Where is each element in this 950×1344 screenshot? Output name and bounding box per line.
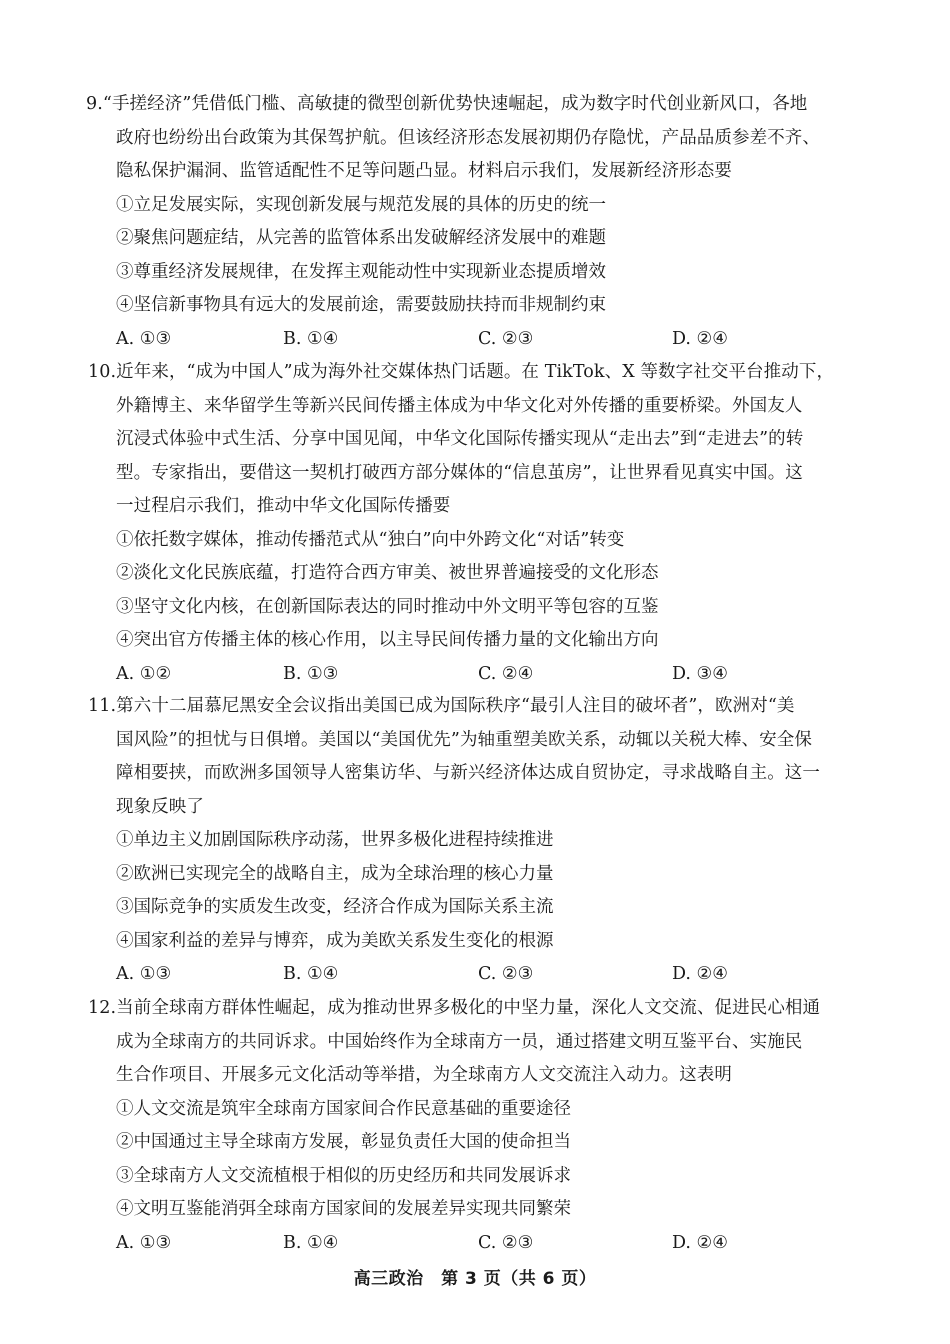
statement-option-2: ②欧洲已实现完全的战略自主，成为全球治理的核心力量 <box>116 863 554 884</box>
question-stem-line: 现象反映了 <box>116 796 204 817</box>
answer-choice-d[interactable]: D. ②④ <box>672 964 728 984</box>
answer-choice-a[interactable]: A. ①③ <box>116 1232 172 1253</box>
statement-option-3: ③全球南方人文交流植根于相似的历史经历和共同发展诉求 <box>116 1165 571 1186</box>
question-stem-text: 第六十二届慕尼黑安全会议指出美国已成为国际秩序“最引人注目的破坏者”，欧洲对“美 <box>116 696 795 716</box>
statement-option-2: ②中国通过主导全球南方发展，彰显负责任大国的使命担当 <box>116 1132 571 1152</box>
question-number: 9. <box>86 94 103 114</box>
answer-choice-d[interactable]: D. ③④ <box>672 663 728 684</box>
question-9 <box>88 88 868 356</box>
statement-option-1: ①依托数字媒体，推动传播范式从“独白”向中外跨文化“对话”转变 <box>116 529 625 550</box>
statement-option-3: ③尊重经济发展规律，在发挥主观能动性中实现新业态提质增效 <box>116 261 606 282</box>
question-11 <box>88 690 868 992</box>
question-12 <box>88 992 868 1260</box>
question-stem-line: 一过程启示我们，推动中华文化国际传播要 <box>116 496 451 516</box>
page-footer: 高三政治 第 3 页（共 6 页） <box>353 1269 597 1289</box>
question-number: 10. <box>88 362 117 382</box>
answer-choice-b[interactable]: B. ①④ <box>283 328 339 349</box>
answer-choice-b[interactable]: B. ①④ <box>283 1232 339 1253</box>
statement-option-4: ④突出官方传播主体的核心作用，以主导民间传播力量的文化输出方向 <box>116 630 659 650</box>
question-stem-line <box>86 88 868 122</box>
question-stem-text: 近年来，“成为中国人”成为海外社交媒体热门话题。在 TikTok、X 等数字社交平台推动下， <box>116 362 835 382</box>
question-stem-line: 障相要挟，而欧洲多国领导人密集访华、与新兴经济体达成自贸协定，寻求战略自主。这一 <box>116 763 820 783</box>
question-stem-text: 当前全球南方群体性崛起，成为推动世界多极化的中坚力量，深化人文交流、促进民心相通 <box>116 998 821 1018</box>
question-stem-line <box>88 356 868 390</box>
answer-choice-a[interactable]: A. ①② <box>116 663 172 684</box>
statement-option-2: ②淡化文化民族底蕴，打造符合西方审美、被世界普遍接受的文化形态 <box>116 563 659 583</box>
answer-choice-c[interactable]: C. ②③ <box>478 328 534 349</box>
answer-choice-d[interactable]: D. ②④ <box>672 1232 728 1253</box>
question-stem-line: 政府也纷纷出台政策为其保驾护航。但该经济形态发展初期仍存隐忧，产品品质参差不齐、 <box>116 127 820 148</box>
question-number: 12. <box>88 998 117 1018</box>
answer-choice-c[interactable]: C. ②③ <box>478 1232 534 1253</box>
answer-choice-d[interactable]: D. ②④ <box>672 328 728 349</box>
statement-option-3: ③坚守文化内核，在创新国际表达的同时推动中外文明平等包容的互鉴 <box>116 596 659 617</box>
question-stem-line: 生合作项目、开展多元文化活动等举措，为全球南方人文交流注入动力。这表明 <box>116 1065 732 1085</box>
statement-option-3: ③国际竞争的实质发生改变，经济合作成为国际关系主流 <box>116 897 554 917</box>
answer-choices <box>88 323 868 357</box>
question-stem-text: “手搓经济”凭借低门槛、高敏捷的微型创新优势快速崛起，成为数字时代创业新风口，各地 <box>102 94 808 114</box>
answer-choices <box>88 658 868 692</box>
statement-option-4: ④文明互鉴能消弭全球南方国家间的发展差异实现共同繁荣 <box>116 1199 571 1219</box>
question-number: 11. <box>88 696 117 716</box>
answer-choice-a[interactable]: A. ①③ <box>116 328 172 349</box>
answer-choice-b[interactable]: B. ①④ <box>283 964 339 984</box>
answer-choice-a[interactable]: A. ①③ <box>116 964 172 984</box>
question-stem-line: 隐私保护漏洞、监管适配性不足等问题凸显。材料启示我们，发展新经济形态要 <box>116 161 732 181</box>
question-10 <box>88 356 868 691</box>
question-stem-line <box>88 992 868 1026</box>
question-stem-line: 成为全球南方的共同诉求。中国始终作为全球南方一员，通过搭建文明互鉴平台、实施民 <box>116 1031 803 1052</box>
answer-choices <box>88 1227 868 1261</box>
statement-option-4: ④国家利益的差异与博弈，成为美欧关系发生变化的根源 <box>116 930 554 951</box>
statement-option-1: ①单边主义加剧国际秩序动荡，世界多极化进程持续推进 <box>116 830 554 850</box>
answer-choice-b[interactable]: B. ①③ <box>283 663 339 684</box>
question-stem-line: 型。专家指出，要借这一契机打破西方部分媒体的“信息茧房”，让世界看见真实中国。这 <box>116 462 803 483</box>
question-stem-line <box>88 690 868 724</box>
statement-option-4: ④坚信新事物具有远大的发展前途，需要鼓励扶持而非规制约束 <box>116 295 606 315</box>
question-stem-line: 国风险”的担忧与日俱增。美国以“美国优先”为轴重塑美欧关系，动辄以关税大棒、安全保 <box>116 729 812 750</box>
question-stem-line: 外籍博主、来华留学生等新兴民间传播主体成为中华文化对外传播的重要桥梁。外国友人 <box>116 395 803 416</box>
statement-option-1: ①人文交流是筑牢全球南方国家间合作民意基础的重要途径 <box>116 1098 571 1119</box>
answer-choice-c[interactable]: C. ②③ <box>478 964 534 984</box>
answer-choices <box>88 958 868 992</box>
statement-option-2: ②聚焦问题症结，从完善的监管体系出发破解经济发展中的难题 <box>116 228 606 248</box>
answer-choice-c[interactable]: C. ②④ <box>478 663 534 684</box>
statement-option-1: ①立足发展实际，实现创新发展与规范发展的具体的历史的统一 <box>116 194 606 215</box>
question-stem-line: 沉浸式体验中式生活、分享中国见闻，中华文化国际传播实现从“走出去”到“走进去”的转 <box>116 429 804 449</box>
